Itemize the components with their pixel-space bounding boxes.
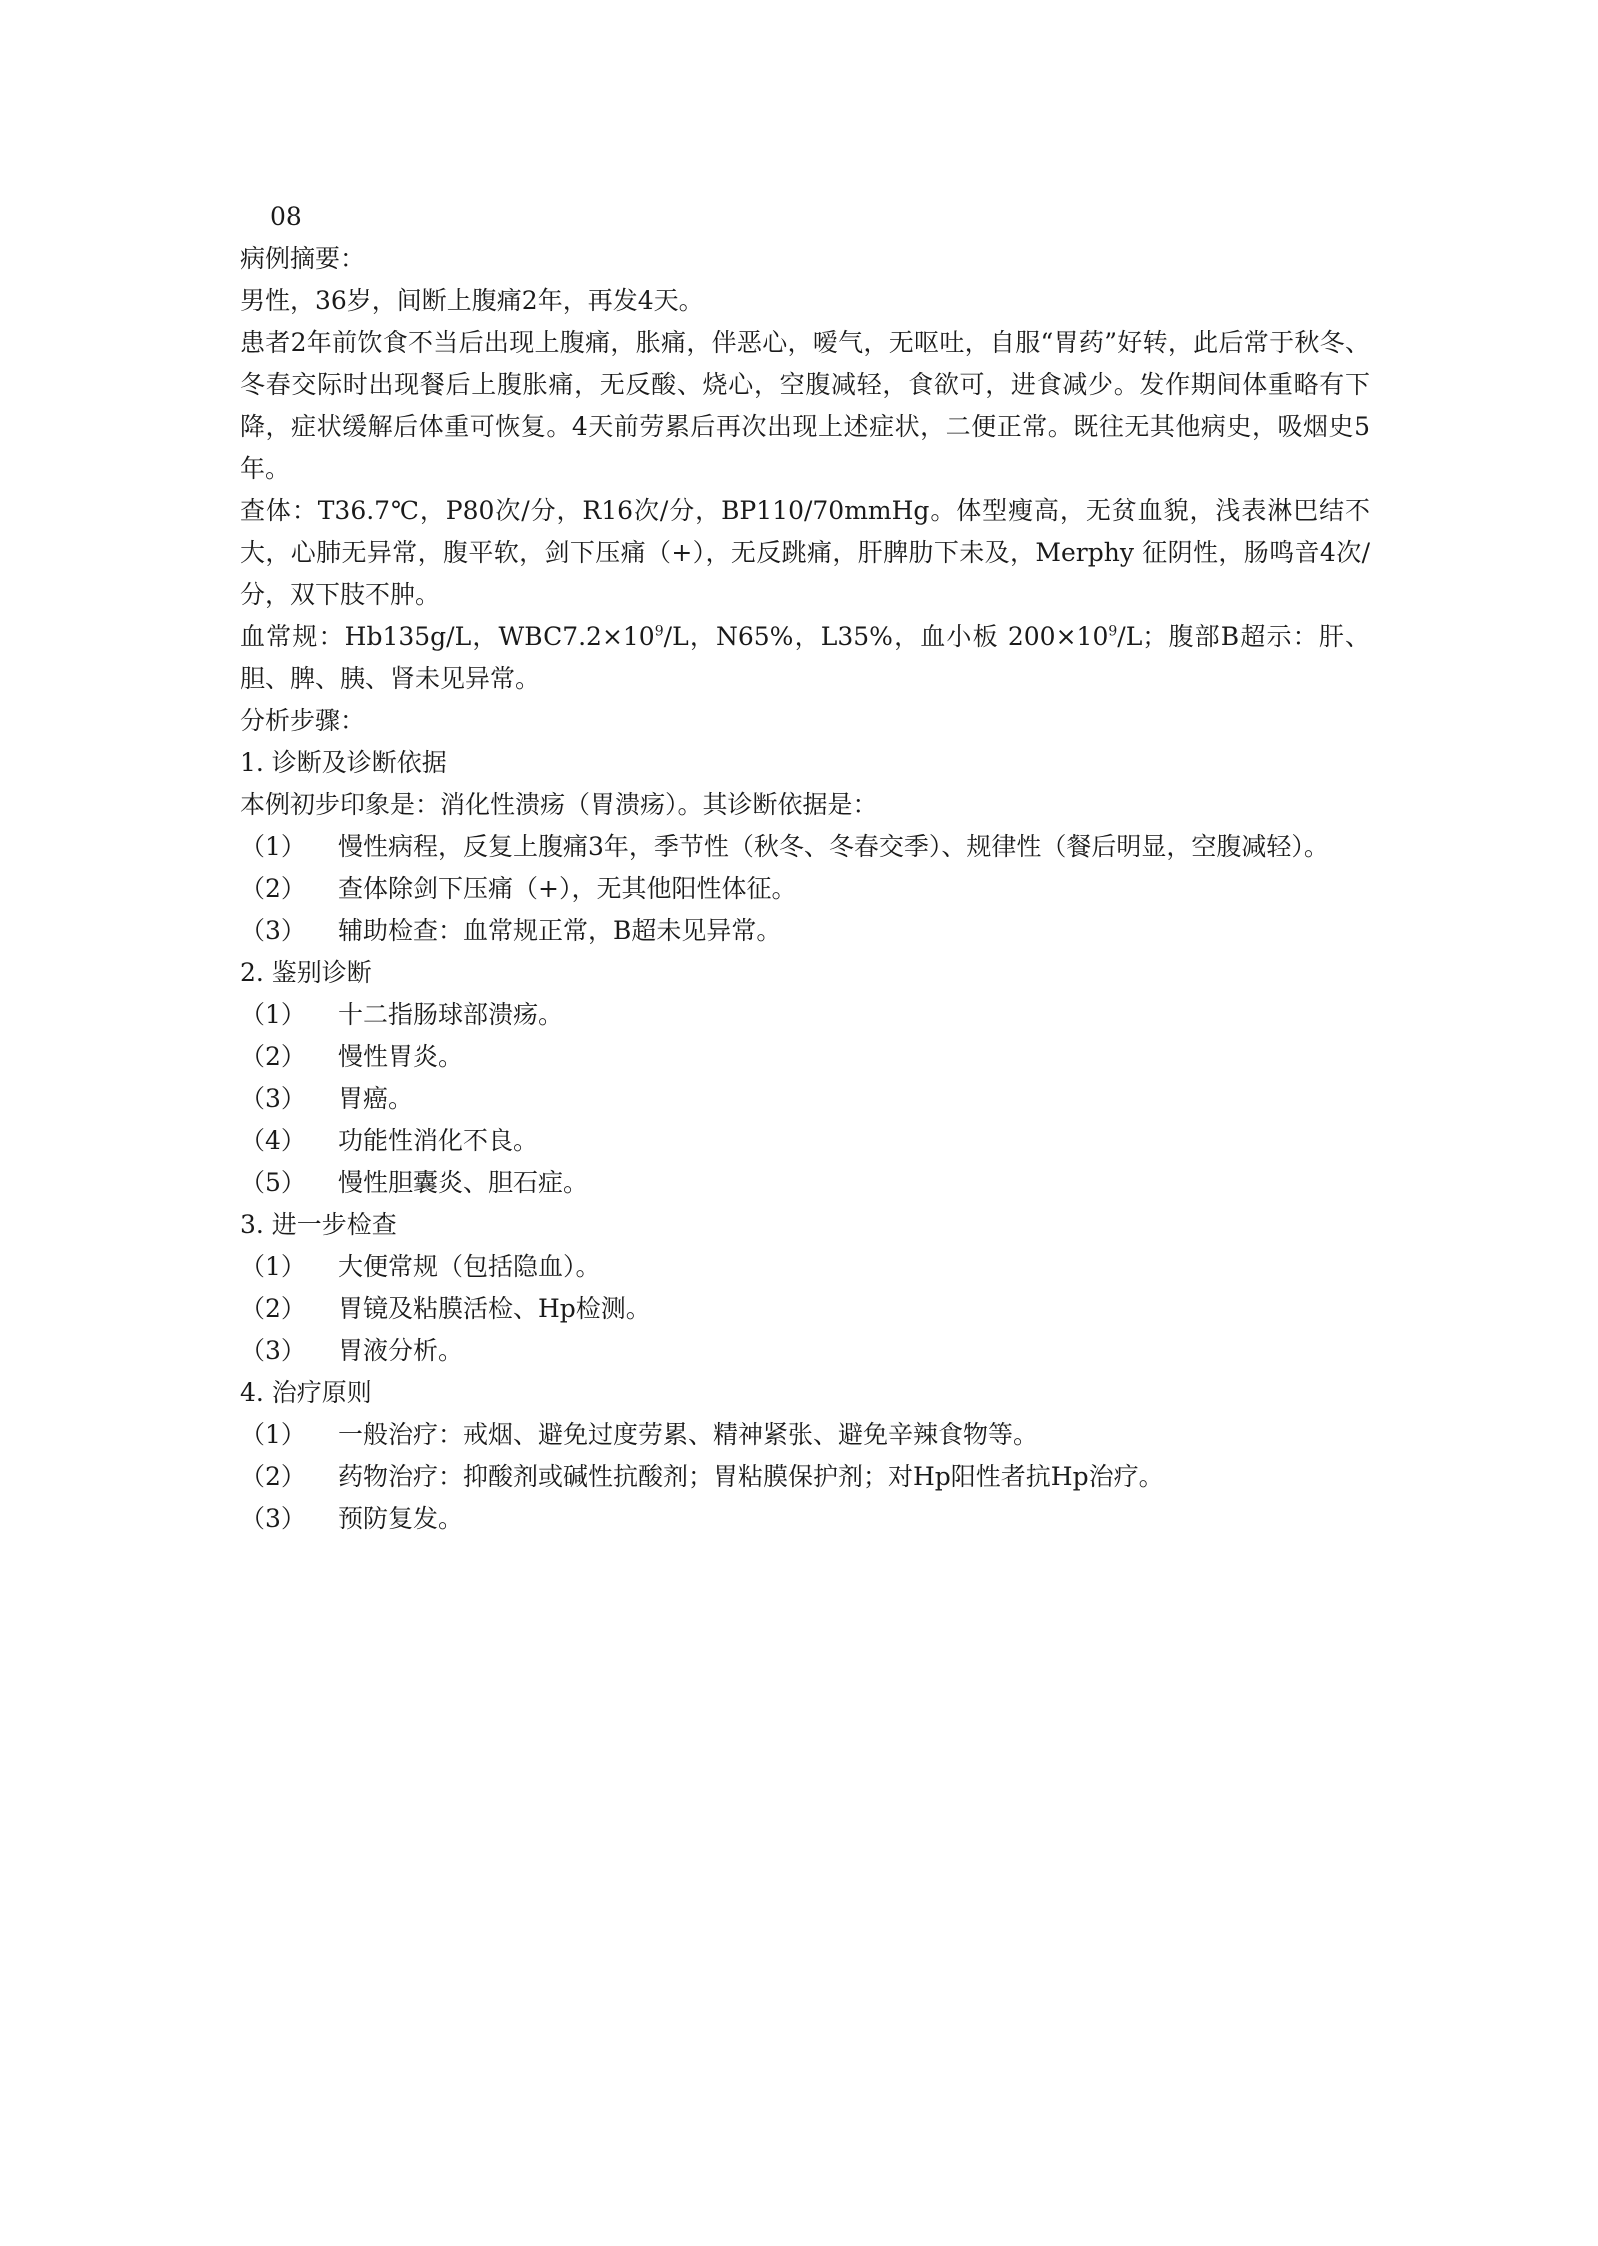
summary-heading: 病例摘要： [240,244,366,273]
list-item [240,1498,1370,1540]
labs-exponent-2: 9 [1108,623,1118,640]
analysis-heading: 分析步骤： [240,706,366,735]
item-number: （5） [240,1168,306,1197]
labs-paragraph [240,616,1370,700]
history-paragraph: 患者2年前饮食不当后出现上腹痛，胀痛，伴恶心，嗳气，无呕吐，自服“胃药”好转，此后常于秋冬、冬春交际时出现餐后上腹胀痛，无反酸、烧心，空腹减轻，食欲可，进食减少。发作期间体重略有下降，症状缓解后体重可恢复。4天前劳累后再次出现上述症状，二便正常。既往无其他病史，吸烟史5年。 [240,328,1370,483]
item-number: （3） [240,1504,306,1533]
item-number: （3） [240,916,306,945]
item-number: （3） [240,1084,306,1113]
item-number: （4） [240,1126,306,1155]
item-number: （1） [240,1252,306,1281]
list-item [240,1120,1370,1162]
item-number: （2） [240,1294,306,1323]
list-item [240,1330,1370,1372]
item-text: 大便常规（包括隐血）。 [338,1252,601,1281]
item-text: 慢性病程，反复上腹痛3年，季节性（秋冬、冬春交季）、规律性（餐后明显，空腹减轻）。 [338,832,1329,861]
item-number: （2） [240,1042,306,1071]
section-diagnosis [240,742,1370,952]
item-text: 功能性消化不良。 [338,1126,539,1155]
list-item [240,994,1370,1036]
section-title: 3. 进一步检查 [240,1210,397,1239]
section-title: 1. 诊断及诊断依据 [240,748,447,777]
item-text: 药物治疗：抑酸剂或碱性抗酸剂；胃粘膜保护剂；对Hp阳性者抗Hp治疗。 [338,1462,1164,1491]
section-treatment [240,1372,1370,1540]
item-text: 胃镜及粘膜活检、Hp检测。 [338,1294,651,1323]
list-item [240,1036,1370,1078]
list-item [240,1414,1370,1456]
labs-text-2: /L，N65%，L35%，血小板 200×10 [663,622,1109,651]
list-item [240,826,1370,868]
list-item [240,1288,1370,1330]
item-text: 预防复发。 [338,1504,464,1533]
item-number: （1） [240,832,306,861]
item-number: （1） [240,1420,306,1449]
list-item [240,1162,1370,1204]
item-text: 辅助检查：血常规正常，B超未见异常。 [338,916,782,945]
item-number: （2） [240,1462,306,1491]
summary-intro: 男性，36岁，间断上腹痛2年，再发4天。 [240,286,704,315]
labs-text-1: 血常规：Hb135g/L，WBC7.2×10 [240,622,655,651]
section-title: 4. 治疗原则 [240,1378,372,1407]
list-item [240,1246,1370,1288]
item-text: 胃癌。 [338,1084,414,1113]
item-text: 慢性胆囊炎、胆石症。 [338,1168,589,1197]
list-item [240,1078,1370,1120]
section-further-tests [240,1204,1370,1372]
section-differential [240,952,1370,1204]
list-item [240,868,1370,910]
list-item [240,1456,1370,1498]
document-page [240,196,1370,1540]
item-text: 慢性胃炎。 [338,1042,464,1071]
labs-exponent-1: 9 [654,623,664,640]
item-text: 查体除剑下压痛（+），无其他阳性体征。 [338,874,797,903]
case-number: 08 [270,202,302,231]
item-text: 一般治疗：戒烟、避免过度劳累、精神紧张、避免辛辣食物等。 [338,1420,1039,1449]
item-text: 十二指肠球部溃疡。 [338,1000,564,1029]
labs-text-3: /L；腹部B超示：肝、胆、脾、胰、肾未见异常。 [240,622,1370,693]
section-title: 2. 鉴别诊断 [240,958,372,987]
section-intro: 本例初步印象是：消化性溃疡（胃溃疡）。其诊断依据是： [240,790,878,819]
item-number: （3） [240,1336,306,1365]
item-number: （2） [240,874,306,903]
item-number: （1） [240,1000,306,1029]
exam-paragraph: 查体：T36.7℃，P80次/分，R16次/分，BP110/70mmHg。体型瘦高，无贫血貌，浅表淋巴结不大，心肺无异常，腹平软，剑下压痛（+），无反跳痛，肝脾肋下未及，Merphy 征阴性，肠鸣音4次/分，双下肢不肿。 [240,496,1370,609]
item-text: 胃液分析。 [338,1336,464,1365]
list-item [240,910,1370,952]
